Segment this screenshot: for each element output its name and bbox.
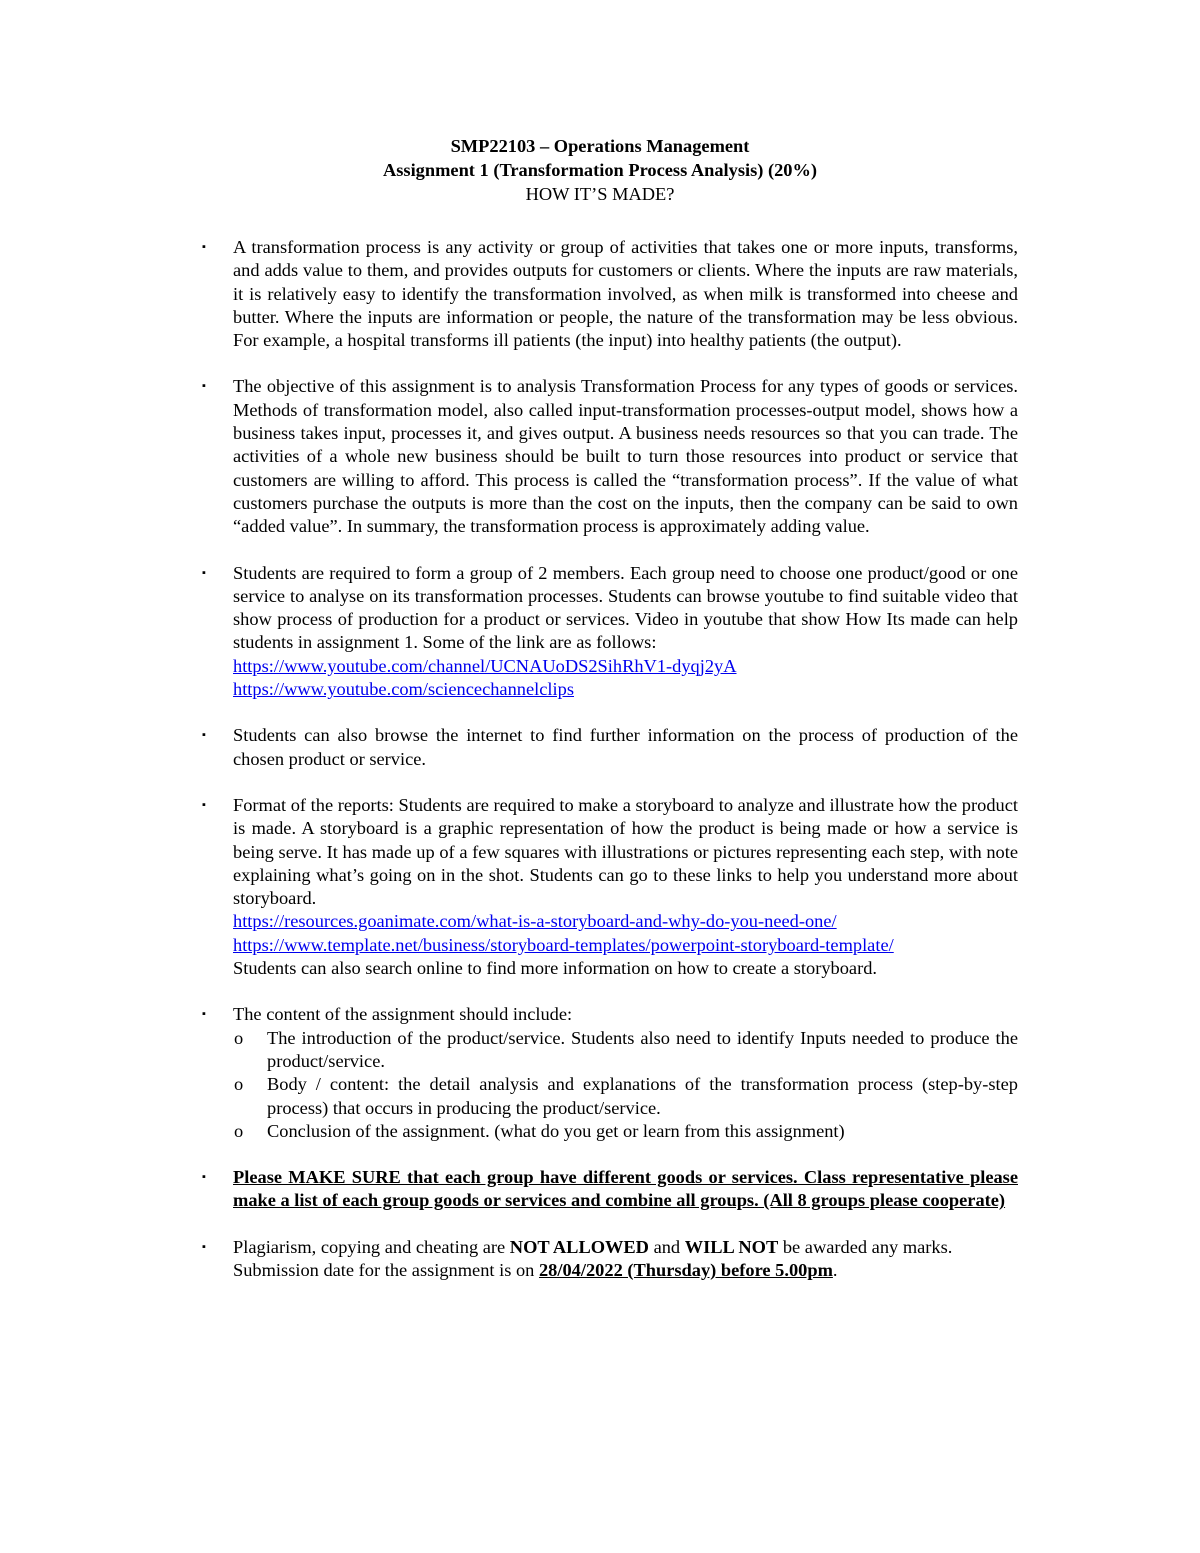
- plagiarism-bullet: [198, 1236, 1018, 1283]
- definition-text: A transformation process is any activity or group of activities that takes one or more inputs, transforms, and adds value to them, and provides outputs for customers or clients. Where the inputs are raw materials, it is relatively easy to identify the transformation involved, as when milk is transformed into cheese and butter. Where the inputs are information or people, the nature of the transformation may be less obvious. For example, a hospital transforms ill patients (the input) into healthy patients (the output).: [233, 237, 1018, 351]
- assignment-title: Assignment 1 (Transformation Process Analysis) (20%): [382, 160, 818, 180]
- content-intro: The content of the assignment should include:: [233, 1004, 573, 1025]
- circle-bullet-icon: o: [234, 1027, 244, 1048]
- list-item: [233, 1120, 1018, 1143]
- assignment-body: [198, 236, 1018, 1305]
- template-storyboard-link[interactable]: https://www.template.net/business/storyboard-templates/powerpoint-storyboard-template/: [233, 934, 894, 955]
- content-item-introduction: The introduction of the product/service. Students also need to identify Inputs needed to produce the product/service.: [267, 1027, 1018, 1071]
- youtube-channel-link[interactable]: https://www.youtube.com/channel/UCNAUoDS2SihRhV1-dyqj2yA: [233, 655, 737, 676]
- course-title: SMP22103 – Operations Management: [450, 136, 750, 156]
- square-bullet-icon: ▪: [202, 1240, 206, 1253]
- content-item-body: Body / content: the detail analysis and explanations of the transformation process (step-by-step process) that occurs in producing the product/service.: [267, 1074, 1018, 1118]
- not-allowed-text: NOT ALLOWED: [509, 1236, 649, 1257]
- format-note: Students can also search online to find more information on how to create a storyboard.: [233, 958, 878, 979]
- submission-date: 28/04/2022 (Thursday) before 5.00pm: [538, 1259, 833, 1280]
- square-bullet-icon: ▪: [202, 380, 206, 393]
- internet-bullet: [198, 724, 1018, 771]
- list-item: [233, 1073, 1018, 1120]
- plagiarism-part3: be awarded any marks.: [778, 1236, 953, 1257]
- objective-bullet: [198, 375, 1018, 538]
- submission-suffix: .: [832, 1259, 838, 1280]
- groups-text: Students are required to form a group of 2 members. Each group need to choose one product/good or one service to analyse on its transformation processes. Students can browse youtube to find suitable video that show process of production for a product or services. Video in youtube that show How Its made can help students in assignment 1. Some of the link are as follows:: [233, 562, 1018, 653]
- notice-bullet: [198, 1166, 1018, 1213]
- square-bullet-icon: ▪: [202, 566, 206, 579]
- format-bullet: [198, 794, 1018, 980]
- circle-bullet-icon: o: [234, 1120, 244, 1141]
- definition-bullet: [198, 236, 1018, 352]
- objective-text: The objective of this assignment is to analysis Transformation Process for any types of goods or services. Methods of transformation model, also called input-transformation processes-output model, shows how a business takes input, processes it, and gives output. A business needs resources so that you can trade. The activities of a whole new business should be built to turn those resources into product or service that customers are willing to afford. This process is called the “transformation process”. If the value of what customers purchase the outputs is more than the cost on the inputs, then the company can be said to own “added value”. In summary, the transformation process is approximately adding value.: [233, 376, 1018, 537]
- groups-bullet: [198, 562, 1018, 702]
- youtube-sciencechannel-link[interactable]: https://www.youtube.com/sciencechannelclips: [233, 679, 574, 700]
- square-bullet-icon: ▪: [202, 1171, 206, 1184]
- square-bullet-icon: ▪: [202, 729, 206, 742]
- plagiarism-part1: Plagiarism, copying and cheating are: [233, 1236, 510, 1257]
- goanimate-storyboard-link[interactable]: https://resources.goanimate.com/what-is-a-storyboard-and-why-do-you-need-one/: [233, 911, 837, 932]
- list-item: [233, 1027, 1018, 1074]
- plagiarism-part2: and: [648, 1236, 685, 1257]
- square-bullet-icon: ▪: [202, 1008, 206, 1021]
- document-header: [0, 134, 1200, 206]
- internet-text: Students can also browse the internet to find further information on the process of production of the chosen product or service.: [233, 725, 1018, 769]
- submission-prefix: Submission date for the assignment is on: [233, 1259, 539, 1280]
- square-bullet-icon: ▪: [202, 241, 206, 253]
- content-bullet: [198, 1003, 1018, 1143]
- will-not-text: WILL NOT: [684, 1236, 779, 1257]
- assignment-subtitle: HOW IT’S MADE?: [525, 184, 675, 204]
- circle-bullet-icon: o: [234, 1074, 244, 1095]
- plagiarism-text: [233, 1236, 1018, 1283]
- content-item-conclusion: Conclusion of the assignment. (what do you get or learn from this assignment): [267, 1120, 845, 1141]
- format-text: Format of the reports: Students are required to make a storyboard to analyze and illustrate how the product is made. A storyboard is a graphic representation of how the product is being made or how a service is being serve. It has made up of a few squares with illustrations or pictures representing each step, with note explaining what’s going on in the shot. Students can go to these links to help you understand more about storyboard.: [233, 794, 1018, 909]
- square-bullet-icon: ▪: [202, 798, 206, 811]
- content-sub-list: [233, 1027, 1018, 1143]
- group-notice-text: Please MAKE SURE that each group have different goods or services. Class representative please make a list of each group goods or services and combine all groups. (All 8 groups please cooperate): [233, 1167, 1018, 1211]
